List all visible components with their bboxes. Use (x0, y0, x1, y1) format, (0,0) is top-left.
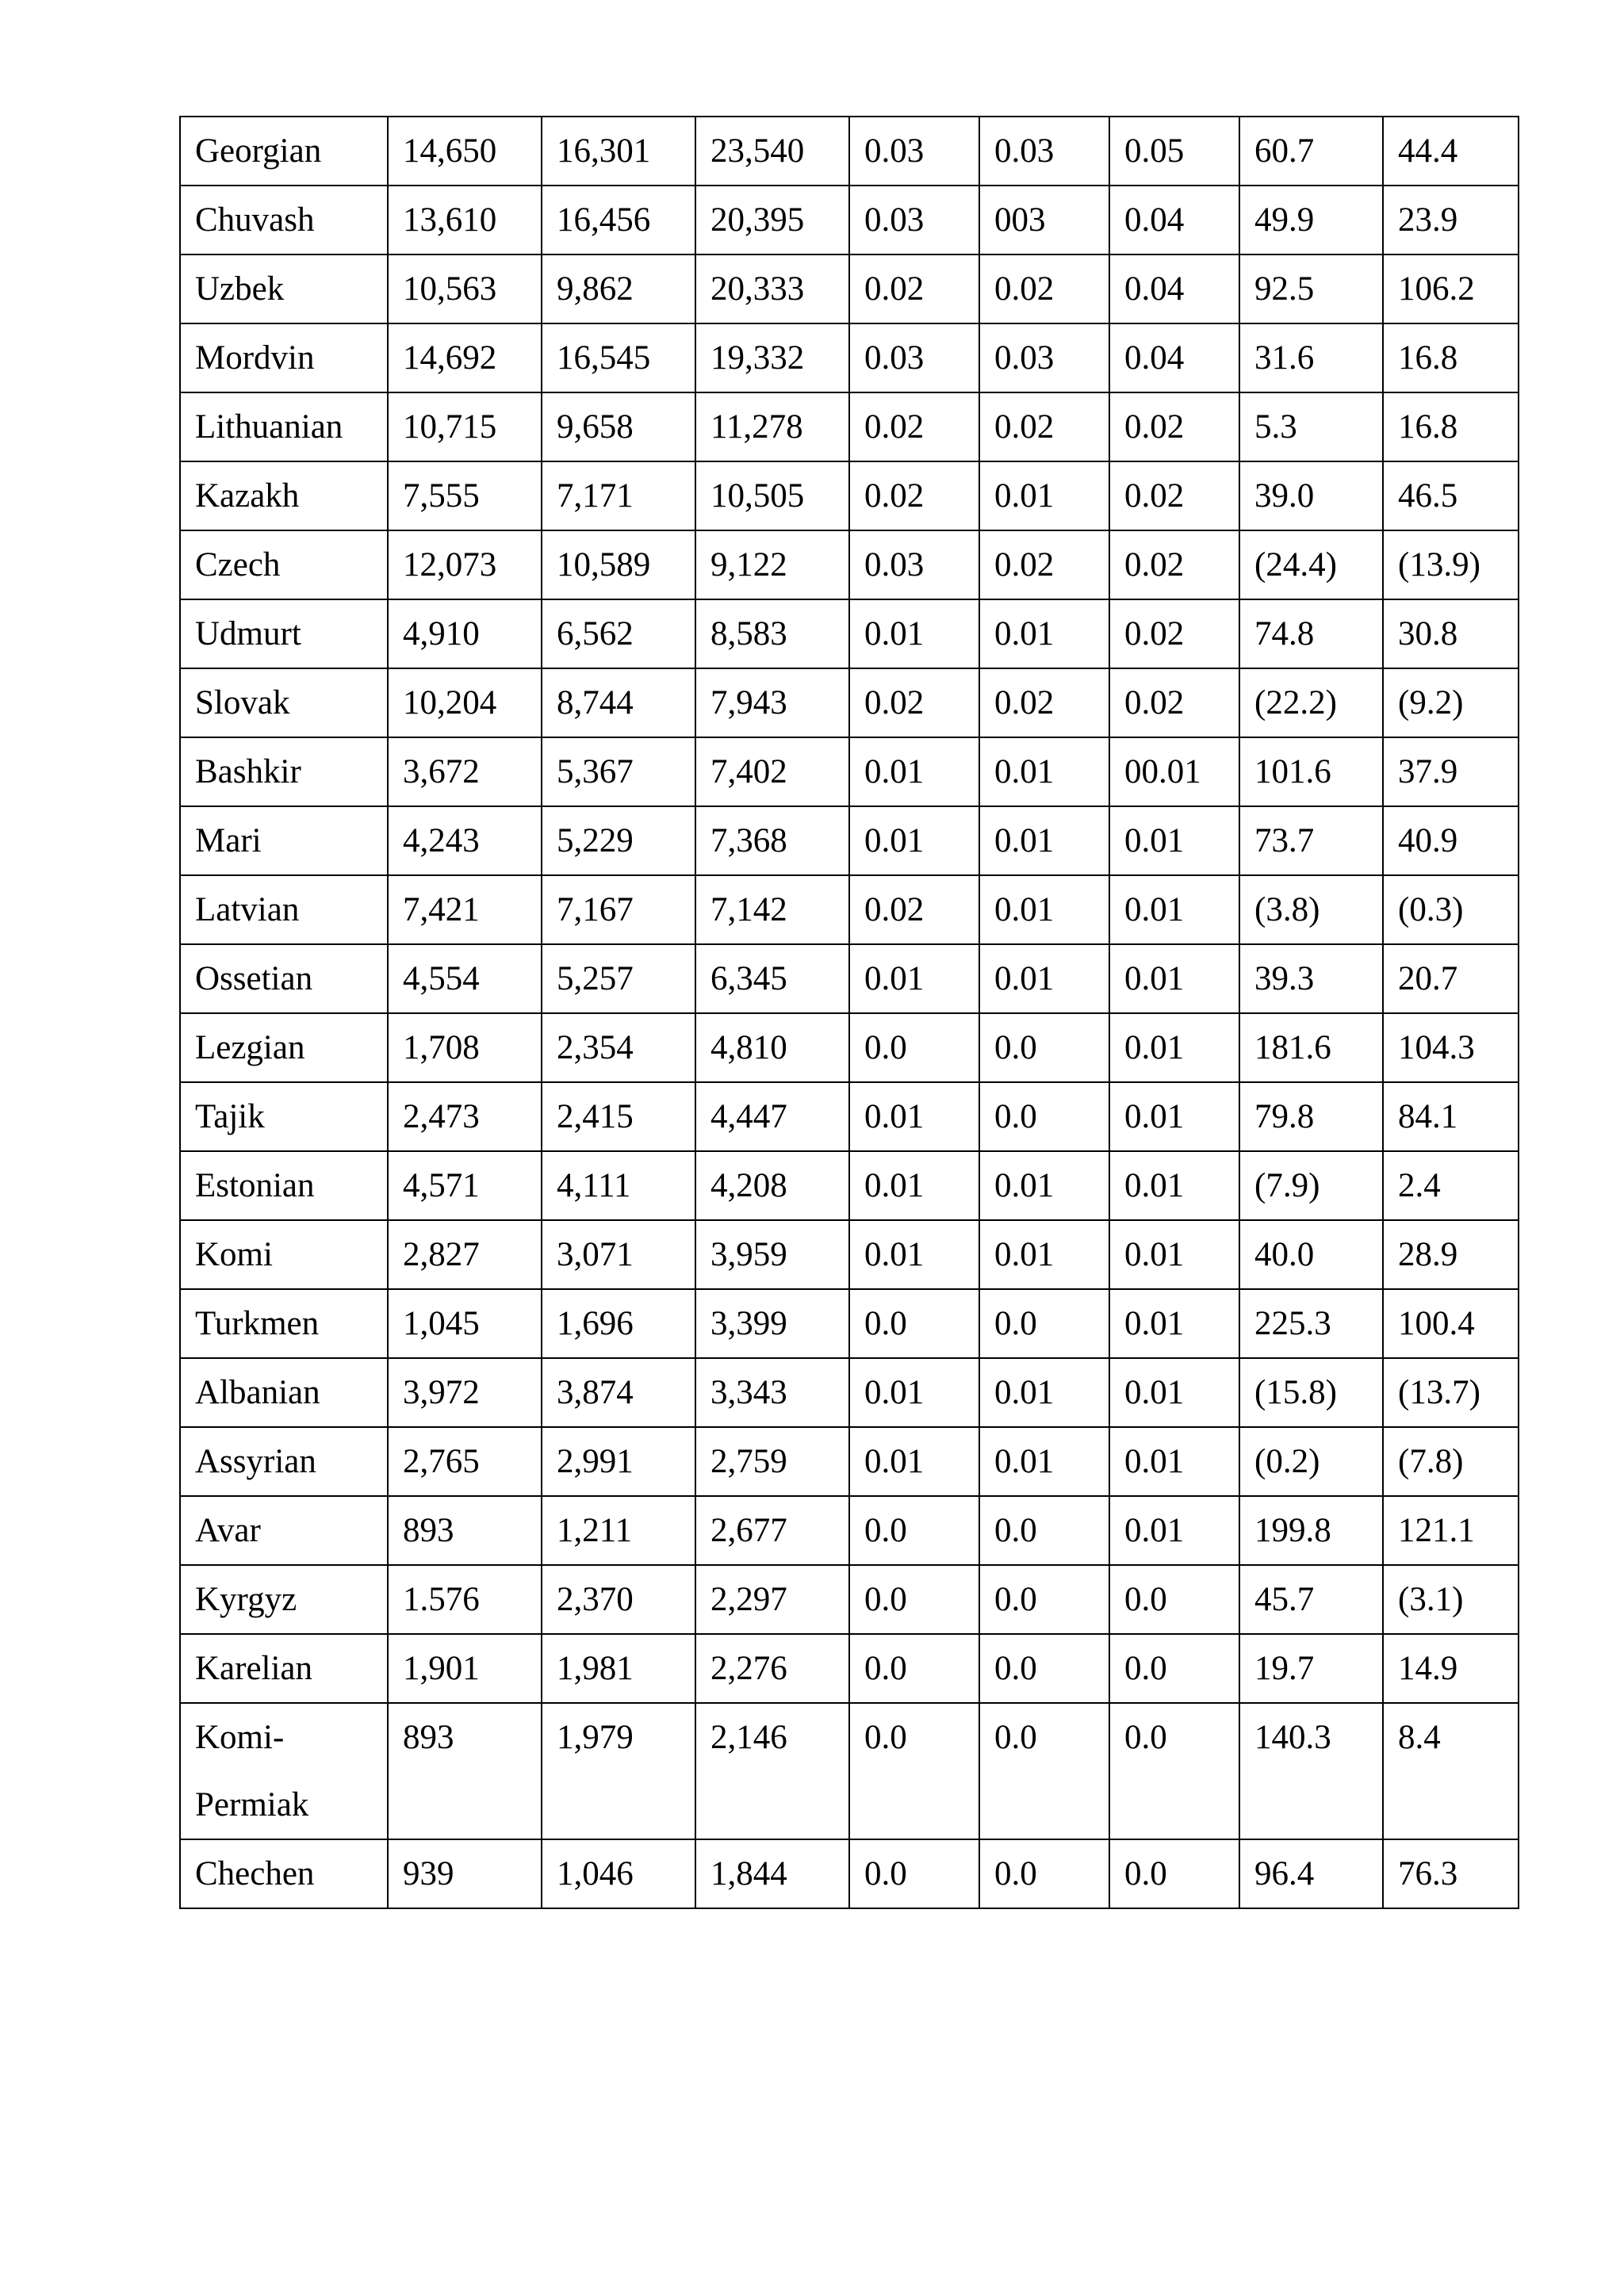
population-3-cell: 2,276 (695, 1634, 849, 1703)
share-2-cell: 0.0 (979, 1703, 1109, 1839)
population-2-cell: 7,171 (542, 461, 695, 530)
population-3-cell: 7,402 (695, 737, 849, 806)
nationality-cell: Latvian (180, 875, 388, 944)
change-2-cell: 2.4 (1383, 1151, 1519, 1220)
share-1-cell: 0.02 (849, 461, 979, 530)
change-1-cell: (15.8) (1239, 1358, 1383, 1427)
population-3-cell: 6,345 (695, 944, 849, 1013)
population-1-cell: 1.576 (388, 1565, 542, 1634)
nationality-cell: Turkmen (180, 1289, 388, 1358)
change-1-cell: (24.4) (1239, 530, 1383, 599)
change-2-cell: 44.4 (1383, 117, 1519, 186)
share-2-cell: 0.02 (979, 530, 1109, 599)
change-2-cell: 20.7 (1383, 944, 1519, 1013)
change-1-cell: (0.2) (1239, 1427, 1383, 1496)
population-3-cell: 10,505 (695, 461, 849, 530)
population-2-cell: 4,111 (542, 1151, 695, 1220)
population-2-cell: 6,562 (542, 599, 695, 668)
share-2-cell: 0.02 (979, 668, 1109, 737)
change-2-cell: 121.1 (1383, 1496, 1519, 1565)
population-1-cell: 4,910 (388, 599, 542, 668)
change-2-cell: 46.5 (1383, 461, 1519, 530)
table-row (180, 1220, 1519, 1289)
nationality-cell: Bashkir (180, 737, 388, 806)
share-2-cell: 0.01 (979, 944, 1109, 1013)
population-3-cell: 3,343 (695, 1358, 849, 1427)
share-1-cell: 0.01 (849, 1151, 979, 1220)
nationality-cell: Slovak (180, 668, 388, 737)
change-1-cell: 181.6 (1239, 1013, 1383, 1082)
change-1-cell: 39.3 (1239, 944, 1383, 1013)
table-row (180, 1082, 1519, 1151)
share-1-cell: 0.01 (849, 806, 979, 875)
population-3-cell: 8,583 (695, 599, 849, 668)
share-1-cell: 0.03 (849, 117, 979, 186)
share-1-cell: 0.01 (849, 599, 979, 668)
nationality-cell: Tajik (180, 1082, 388, 1151)
change-1-cell: 19.7 (1239, 1634, 1383, 1703)
population-1-cell: 7,421 (388, 875, 542, 944)
table-row (180, 1839, 1519, 1908)
population-3-cell: 20,395 (695, 186, 849, 254)
share-1-cell: 0.01 (849, 1220, 979, 1289)
population-1-cell: 1,901 (388, 1634, 542, 1703)
change-1-cell: 60.7 (1239, 117, 1383, 186)
population-3-cell: 7,368 (695, 806, 849, 875)
share-3-cell: 0.01 (1109, 1358, 1239, 1427)
population-2-cell: 3,874 (542, 1358, 695, 1427)
share-1-cell: 0.0 (849, 1496, 979, 1565)
share-3-cell: 0.04 (1109, 186, 1239, 254)
share-2-cell: 0.02 (979, 254, 1109, 323)
population-1-cell: 893 (388, 1703, 542, 1839)
nationality-cell: Lithuanian (180, 392, 388, 461)
nationality-cell: Chuvash (180, 186, 388, 254)
table-row (180, 1427, 1519, 1496)
share-3-cell: 0.01 (1109, 1151, 1239, 1220)
share-3-cell: 0.01 (1109, 944, 1239, 1013)
share-1-cell: 0.0 (849, 1289, 979, 1358)
share-3-cell: 0.01 (1109, 1289, 1239, 1358)
population-1-cell: 10,563 (388, 254, 542, 323)
population-2-cell: 2,991 (542, 1427, 695, 1496)
table-row (180, 599, 1519, 668)
change-2-cell: 8.4 (1383, 1703, 1519, 1839)
share-3-cell: 0.04 (1109, 323, 1239, 392)
population-2-cell: 1,211 (542, 1496, 695, 1565)
table-row (180, 1634, 1519, 1703)
population-2-cell: 5,229 (542, 806, 695, 875)
population-2-cell: 10,589 (542, 530, 695, 599)
change-2-cell: 28.9 (1383, 1220, 1519, 1289)
population-3-cell: 23,540 (695, 117, 849, 186)
table-row (180, 117, 1519, 186)
share-2-cell: 0.03 (979, 117, 1109, 186)
change-1-cell: (7.9) (1239, 1151, 1383, 1220)
share-2-cell: 0.0 (979, 1565, 1109, 1634)
change-1-cell: 31.6 (1239, 323, 1383, 392)
population-2-cell: 8,744 (542, 668, 695, 737)
population-3-cell: 20,333 (695, 254, 849, 323)
population-2-cell: 16,456 (542, 186, 695, 254)
share-1-cell: 0.01 (849, 1427, 979, 1496)
table-row (180, 254, 1519, 323)
population-1-cell: 2,765 (388, 1427, 542, 1496)
nationality-cell: Komi (180, 1220, 388, 1289)
population-1-cell: 3,672 (388, 737, 542, 806)
nationality-cell: Uzbek (180, 254, 388, 323)
change-2-cell: 14.9 (1383, 1634, 1519, 1703)
table-row (180, 1013, 1519, 1082)
change-1-cell: (3.8) (1239, 875, 1383, 944)
table-row (180, 875, 1519, 944)
change-2-cell: 16.8 (1383, 392, 1519, 461)
share-1-cell: 0.02 (849, 254, 979, 323)
population-3-cell: 1,844 (695, 1839, 849, 1908)
share-2-cell: 0.0 (979, 1013, 1109, 1082)
share-1-cell: 0.03 (849, 323, 979, 392)
table-row (180, 1289, 1519, 1358)
population-1-cell: 10,715 (388, 392, 542, 461)
share-2-cell: 003 (979, 186, 1109, 254)
share-3-cell: 0.0 (1109, 1634, 1239, 1703)
nationality-cell: Karelian (180, 1634, 388, 1703)
population-2-cell: 1,981 (542, 1634, 695, 1703)
share-1-cell: 0.0 (849, 1839, 979, 1908)
share-1-cell: 0.0 (849, 1703, 979, 1839)
population-3-cell: 2,297 (695, 1565, 849, 1634)
share-1-cell: 0.02 (849, 392, 979, 461)
table-row (180, 806, 1519, 875)
change-2-cell: 84.1 (1383, 1082, 1519, 1151)
population-1-cell: 7,555 (388, 461, 542, 530)
population-3-cell: 2,759 (695, 1427, 849, 1496)
share-1-cell: 0.03 (849, 530, 979, 599)
population-3-cell: 7,943 (695, 668, 849, 737)
share-3-cell: 0.01 (1109, 806, 1239, 875)
nationality-cell: Kyrgyz (180, 1565, 388, 1634)
table-row (180, 944, 1519, 1013)
share-2-cell: 0.01 (979, 875, 1109, 944)
share-3-cell: 0.02 (1109, 461, 1239, 530)
table-body (180, 117, 1519, 1908)
table-row (180, 461, 1519, 530)
share-3-cell: 0.0 (1109, 1565, 1239, 1634)
share-1-cell: 0.02 (849, 668, 979, 737)
table-row (180, 186, 1519, 254)
nationality-cell: Kazakh (180, 461, 388, 530)
change-1-cell: 5.3 (1239, 392, 1383, 461)
share-3-cell: 0.01 (1109, 1220, 1239, 1289)
population-3-cell: 9,122 (695, 530, 849, 599)
share-3-cell: 0.02 (1109, 668, 1239, 737)
change-1-cell: 92.5 (1239, 254, 1383, 323)
share-3-cell: 0.0 (1109, 1703, 1239, 1839)
population-2-cell: 3,071 (542, 1220, 695, 1289)
change-2-cell: 104.3 (1383, 1013, 1519, 1082)
population-1-cell: 14,650 (388, 117, 542, 186)
population-3-cell: 3,399 (695, 1289, 849, 1358)
change-1-cell: 199.8 (1239, 1496, 1383, 1565)
population-2-cell: 2,415 (542, 1082, 695, 1151)
share-1-cell: 0.02 (849, 875, 979, 944)
population-2-cell: 7,167 (542, 875, 695, 944)
table-row (180, 1358, 1519, 1427)
change-1-cell: 73.7 (1239, 806, 1383, 875)
population-1-cell: 2,827 (388, 1220, 542, 1289)
table-row (180, 668, 1519, 737)
population-3-cell: 7,142 (695, 875, 849, 944)
population-3-cell: 2,677 (695, 1496, 849, 1565)
share-3-cell: 00.01 (1109, 737, 1239, 806)
change-2-cell: (13.9) (1383, 530, 1519, 599)
table-row (180, 1703, 1519, 1839)
share-3-cell: 0.01 (1109, 1013, 1239, 1082)
population-2-cell: 5,367 (542, 737, 695, 806)
share-1-cell: 0.01 (849, 1082, 979, 1151)
share-2-cell: 0.01 (979, 599, 1109, 668)
population-1-cell: 939 (388, 1839, 542, 1908)
population-2-cell: 1,979 (542, 1703, 695, 1839)
change-2-cell: 37.9 (1383, 737, 1519, 806)
nationality-cell: Mari (180, 806, 388, 875)
change-1-cell: 74.8 (1239, 599, 1383, 668)
share-2-cell: 0.0 (979, 1289, 1109, 1358)
share-2-cell: 0.01 (979, 461, 1109, 530)
share-2-cell: 0.01 (979, 737, 1109, 806)
share-3-cell: 0.0 (1109, 1839, 1239, 1908)
population-2-cell: 9,862 (542, 254, 695, 323)
change-1-cell: 49.9 (1239, 186, 1383, 254)
share-1-cell: 0.03 (849, 186, 979, 254)
nationality-cell: Czech (180, 530, 388, 599)
population-1-cell: 13,610 (388, 186, 542, 254)
population-1-cell: 14,692 (388, 323, 542, 392)
ethnic-population-table (179, 116, 1519, 1909)
change-2-cell: 40.9 (1383, 806, 1519, 875)
share-3-cell: 0.02 (1109, 392, 1239, 461)
share-1-cell: 0.01 (849, 1358, 979, 1427)
change-2-cell: (9.2) (1383, 668, 1519, 737)
table-row (180, 1151, 1519, 1220)
nationality-cell: Assyrian (180, 1427, 388, 1496)
change-2-cell: (13.7) (1383, 1358, 1519, 1427)
nationality-cell: Georgian (180, 117, 388, 186)
population-2-cell: 1,046 (542, 1839, 695, 1908)
nationality-cell: Chechen (180, 1839, 388, 1908)
share-1-cell: 0.01 (849, 737, 979, 806)
change-2-cell: 23.9 (1383, 186, 1519, 254)
share-3-cell: 0.01 (1109, 1427, 1239, 1496)
change-1-cell: 45.7 (1239, 1565, 1383, 1634)
change-2-cell: 30.8 (1383, 599, 1519, 668)
table-row (180, 323, 1519, 392)
change-2-cell: (7.8) (1383, 1427, 1519, 1496)
nationality-cell: Mordvin (180, 323, 388, 392)
change-1-cell: 101.6 (1239, 737, 1383, 806)
population-2-cell: 5,257 (542, 944, 695, 1013)
change-2-cell: 76.3 (1383, 1839, 1519, 1908)
change-2-cell: (0.3) (1383, 875, 1519, 944)
table-row (180, 530, 1519, 599)
change-1-cell: 79.8 (1239, 1082, 1383, 1151)
share-2-cell: 0.0 (979, 1839, 1109, 1908)
change-1-cell: 40.0 (1239, 1220, 1383, 1289)
share-2-cell: 0.0 (979, 1496, 1109, 1565)
share-1-cell: 0.0 (849, 1013, 979, 1082)
change-2-cell: 16.8 (1383, 323, 1519, 392)
nationality-cell: Udmurt (180, 599, 388, 668)
population-3-cell: 2,146 (695, 1703, 849, 1839)
share-1-cell: 0.0 (849, 1565, 979, 1634)
change-1-cell: 96.4 (1239, 1839, 1383, 1908)
population-2-cell: 16,301 (542, 117, 695, 186)
population-3-cell: 4,810 (695, 1013, 849, 1082)
population-3-cell: 11,278 (695, 392, 849, 461)
table-row (180, 392, 1519, 461)
population-1-cell: 2,473 (388, 1082, 542, 1151)
change-2-cell: (3.1) (1383, 1565, 1519, 1634)
share-3-cell: 0.01 (1109, 1082, 1239, 1151)
nationality-cell: Lezgian (180, 1013, 388, 1082)
table-row (180, 1565, 1519, 1634)
population-1-cell: 4,554 (388, 944, 542, 1013)
population-3-cell: 3,959 (695, 1220, 849, 1289)
table-row (180, 1496, 1519, 1565)
population-2-cell: 9,658 (542, 392, 695, 461)
nationality-cell: Ossetian (180, 944, 388, 1013)
population-3-cell: 4,447 (695, 1082, 849, 1151)
population-1-cell: 4,243 (388, 806, 542, 875)
population-2-cell: 2,354 (542, 1013, 695, 1082)
change-2-cell: 100.4 (1383, 1289, 1519, 1358)
population-1-cell: 4,571 (388, 1151, 542, 1220)
change-1-cell: 225.3 (1239, 1289, 1383, 1358)
population-2-cell: 16,545 (542, 323, 695, 392)
share-2-cell: 0.01 (979, 806, 1109, 875)
share-3-cell: 0.01 (1109, 875, 1239, 944)
population-1-cell: 3,972 (388, 1358, 542, 1427)
population-3-cell: 4,208 (695, 1151, 849, 1220)
population-1-cell: 10,204 (388, 668, 542, 737)
share-2-cell: 0.01 (979, 1358, 1109, 1427)
population-1-cell: 1,045 (388, 1289, 542, 1358)
share-3-cell: 0.01 (1109, 1496, 1239, 1565)
share-2-cell: 0.02 (979, 392, 1109, 461)
nationality-cell: Estonian (180, 1151, 388, 1220)
change-2-cell: 106.2 (1383, 254, 1519, 323)
share-2-cell: 0.0 (979, 1082, 1109, 1151)
nationality-cell: Komi-Permiak (180, 1703, 388, 1839)
population-2-cell: 2,370 (542, 1565, 695, 1634)
change-1-cell: 140.3 (1239, 1703, 1383, 1839)
share-3-cell: 0.05 (1109, 117, 1239, 186)
population-3-cell: 19,332 (695, 323, 849, 392)
change-1-cell: 39.0 (1239, 461, 1383, 530)
share-2-cell: 0.01 (979, 1220, 1109, 1289)
population-1-cell: 893 (388, 1496, 542, 1565)
nationality-cell: Albanian (180, 1358, 388, 1427)
share-1-cell: 0.0 (849, 1634, 979, 1703)
share-3-cell: 0.02 (1109, 599, 1239, 668)
population-1-cell: 12,073 (388, 530, 542, 599)
share-2-cell: 0.01 (979, 1151, 1109, 1220)
share-1-cell: 0.01 (849, 944, 979, 1013)
share-3-cell: 0.02 (1109, 530, 1239, 599)
change-1-cell: (22.2) (1239, 668, 1383, 737)
population-2-cell: 1,696 (542, 1289, 695, 1358)
population-1-cell: 1,708 (388, 1013, 542, 1082)
share-2-cell: 0.0 (979, 1634, 1109, 1703)
share-3-cell: 0.04 (1109, 254, 1239, 323)
table-row (180, 737, 1519, 806)
share-2-cell: 0.03 (979, 323, 1109, 392)
nationality-cell: Avar (180, 1496, 388, 1565)
share-2-cell: 0.01 (979, 1427, 1109, 1496)
